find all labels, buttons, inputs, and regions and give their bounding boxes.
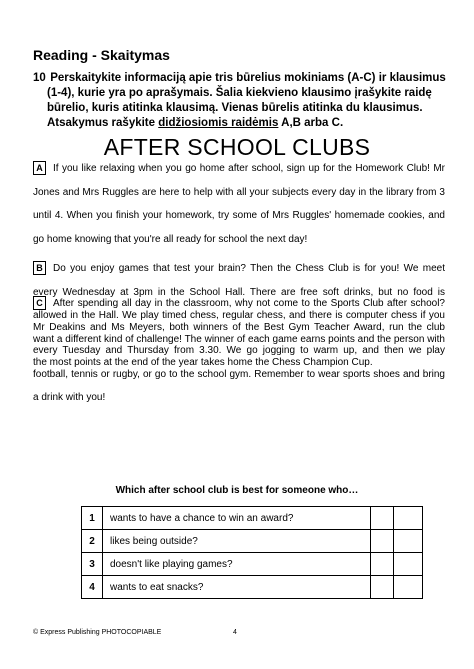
instruction-line-3: būrelio, kuris atitinka klausimą. Vienas būrelis atitinka du klausimus. — [47, 102, 423, 114]
club-letter-box: A — [33, 161, 46, 175]
instruction-text-4a: Atsakymus rašykite — [47, 117, 159, 129]
club-paragraph-c — [33, 292, 445, 410]
instruction-text-4b: A,B arba C. — [278, 117, 344, 129]
question-table — [81, 506, 423, 599]
task-number: 10 — [33, 72, 46, 84]
answer-extra-cell — [394, 530, 423, 553]
question-text: wants to have a chance to win an award? — [103, 507, 371, 530]
question-number: 4 — [82, 576, 103, 599]
question-number: 2 — [82, 530, 103, 553]
question-text: doesn't like playing games? — [103, 553, 371, 576]
question-heading: Which after school club is best for someone who… — [115, 485, 359, 496]
answer-extra-cell — [394, 553, 423, 576]
club-letter-box: B — [33, 261, 46, 275]
answer-cell[interactable] — [371, 530, 394, 553]
question-text: likes being outside? — [103, 530, 371, 553]
page-number: 4 — [233, 629, 237, 636]
question-number: 1 — [82, 507, 103, 530]
question-number: 3 — [82, 553, 103, 576]
club-paragraph-a — [33, 157, 445, 251]
section-heading: Reading - Skaitymas — [33, 47, 170, 63]
instruction-text-1: Perskaitykite informaciją apie tris būrelius mokiniams (A-C) ir klausimus — [50, 72, 446, 84]
page-title: AFTER SCHOOL CLUBS — [103, 134, 371, 160]
club-description: After spending all day in the classroom, why not come to the Sports Club after school? Mr Deakins and Ms Meyers, both winners of the Best Gym Teacher Award, run the club every Tuesday and Thursday from 3.30. We go jogging to warm up, and then we play football, tennis or rugby, or go to the school gym. Remember to wear sports shoes and bring a drink with you! — [33, 298, 445, 403]
answer-cell[interactable] — [371, 507, 394, 530]
club-description: If you like relaxing when you go home after school, sign up for the Homework Club! Mr Jones and Mrs Ruggles are here to help with all your subjects every day in the library from 3 until 4. When you finish your homework, try some of Mrs Ruggles' homemade cookies, and go home knowing that you're all ready for school the next day! — [33, 163, 445, 245]
question-text: wants to eat snacks? — [103, 576, 371, 599]
club-letter-box: C — [33, 296, 46, 310]
copyright-notice: © Express Publishing PHOTOCOPIABLE — [33, 629, 162, 636]
question-row — [82, 507, 423, 530]
question-row — [82, 553, 423, 576]
instruction-line-4 — [33, 116, 453, 131]
question-row — [82, 576, 423, 599]
instruction-emphasis: didžiosiomis raidėmis — [158, 117, 279, 129]
instruction-line-2: (1-4), kurie yra po aprašymais. Šalia kiekvieno klausimo įrašykite raidę — [47, 87, 432, 99]
answer-extra-cell — [394, 507, 423, 530]
answer-cell[interactable] — [371, 553, 394, 576]
answer-extra-cell — [394, 576, 423, 599]
answer-cell[interactable] — [371, 576, 394, 599]
question-row — [82, 530, 423, 553]
instruction-line-1 — [33, 71, 453, 86]
club-description: Do you enjoy games that test your brain? Then the Chess Club is for you! We meet every Wednesday at 3pm in the School Hall. There are free soft drinks, but no food is allowed in the Hall. We play timed chess, regular chess, and there is computer chess if you want a different kind of challenge! The winner of each game earns points and the person with the most points at the end of the year takes home the Chess Champion Cup. — [33, 263, 445, 368]
task-instruction — [33, 71, 453, 131]
